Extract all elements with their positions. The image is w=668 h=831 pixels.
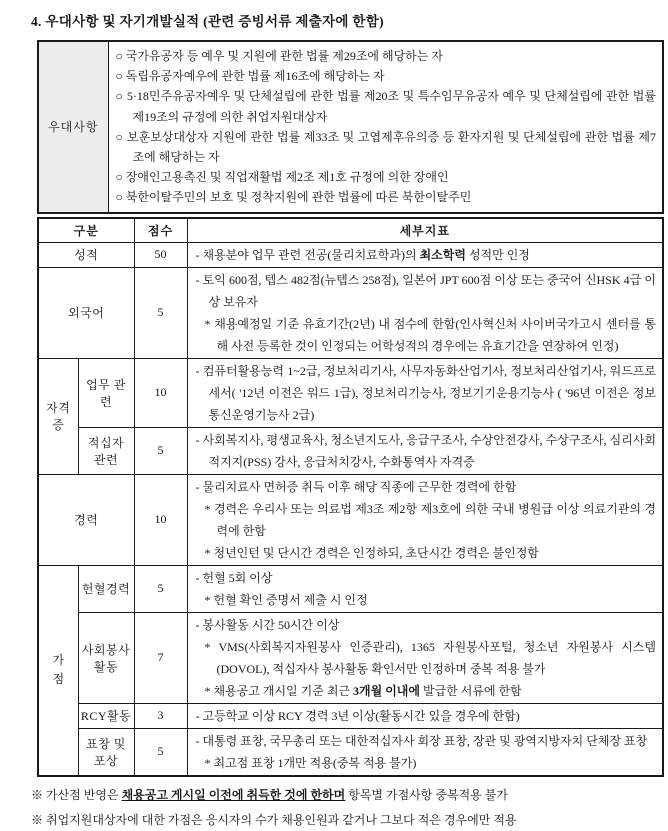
row-award-score: 5 [134, 728, 187, 776]
row-career-label: 경력 [38, 474, 134, 565]
row-grade [38, 242, 663, 267]
col-header-category: 구분 [38, 218, 134, 243]
row-language-label: 외국어 [38, 267, 134, 358]
row-grade-score: 50 [134, 242, 187, 267]
row-cert-work [38, 358, 663, 427]
detail-text: - 채용분야 업무 관련 전공(물리치료학과)의 [195, 247, 420, 262]
row-rcy-score: 3 [134, 703, 187, 728]
preference-item: ○ 장애인고용촉진 및 직업재활법 제2조 제1호 규정에 의한 장애인 [115, 170, 449, 185]
row-volunteer [38, 612, 663, 703]
group-label-bonus [38, 565, 78, 776]
row-grade-detail [187, 242, 663, 267]
row-rcy [38, 703, 663, 728]
detail-line: - 컴퓨터활용능력 1~2급, 정보처리기사, 사무자동화산업기사, 정보처리산업기사, 워드프로세서( '12년 이전은 워드 1급), 정보처리기능사, 정보기기운용기능사 ( '96년 이전은 정보통신운영기능사 2급) [195, 363, 656, 422]
row-cert-redcross-label: 적십자 관련 [78, 427, 134, 474]
preference-item: ○ 북한이탈주민의 보호 및 정착지원에 관한 법률에 따른 북한이탈주민 [115, 190, 472, 205]
row-career-score: 10 [134, 474, 187, 565]
preference-row-label: 우대사항 [38, 41, 108, 213]
group-label-certificates: 자격증 [38, 358, 78, 474]
row-blood-detail [187, 565, 663, 612]
footer-note-1 [31, 785, 664, 806]
row-language-detail [187, 267, 663, 358]
row-award-label: 표창 및 포상 [78, 728, 134, 776]
detail-text: 성적만 인정 [465, 247, 530, 262]
group-label-bonus-text: 가점 [52, 653, 65, 687]
footer-notes [31, 785, 664, 831]
preference-items-cell [108, 41, 663, 213]
row-blood-label: 헌혈경력 [78, 565, 134, 612]
criteria-table [37, 217, 664, 777]
col-header-detail: 세부지표 [187, 218, 663, 243]
detail-line: * 경력은 우리사 또는 의료법 제3조 제2항 제3호에 의한 국내 병원급 이상 의료기관의 경력에 한함 [204, 501, 656, 538]
row-language [38, 267, 663, 358]
row-cert-redcross-detail [187, 427, 663, 474]
detail-text-bold: 최소학력 [419, 247, 466, 262]
row-career [38, 474, 663, 565]
row-grade-label: 성적 [38, 242, 134, 267]
detail-line: - 토익 600점, 텝스 482점(뉴텝스 258점), 일본어 JPT 600점 이상 또는 중국어 신HSK 4급 이상 보유자 [195, 272, 656, 309]
detail-line: * VMS(사회복지자원봉사 인증관리), 1365 자원봉사포털, 청소년 자원봉사 시스템(DOVOL), 적십자사 봉사활동 확인서만 인정하며 중복 적용 불가 [204, 639, 656, 676]
row-volunteer-score: 7 [134, 612, 187, 703]
detail-line: * 헌혈 확인 증명서 제출 시 인정 [204, 592, 368, 607]
col-header-score: 점수 [134, 218, 187, 243]
row-cert-work-label: 업무 관련 [78, 358, 134, 427]
row-language-score: 5 [134, 267, 187, 358]
row-volunteer-detail [187, 612, 663, 703]
preference-item: ○ 국가유공자 등 예우 및 지원에 관한 법률 제29조에 해당하는 자 [115, 49, 443, 63]
detail-line: - 고등학교 이상 RCY 경력 3년 이상(활동시간 있을 경우에 한함) [195, 708, 520, 723]
detail-text-bold: 3개월 이내에 [353, 683, 420, 698]
row-rcy-label: RCY활동 [78, 703, 134, 728]
row-volunteer-label: 사회봉사 활동 [78, 612, 134, 703]
preference-item: ○ 보훈보상대상자 지원에 관한 법률 제33조 및 고엽제후유의증 등 환자지원 및 단체설립에 관한 법률 제7조에 해당하는 자 [115, 129, 656, 165]
page-title: 4. 우대사항 및 자기개발실적 (관련 증빙서류 제출자에 한함) [31, 14, 384, 29]
row-cert-work-score: 10 [134, 358, 187, 427]
detail-line [196, 244, 657, 266]
detail-line: - 헌혈 5회 이상 [195, 570, 273, 585]
note-text-emphasis: 채용공고 게시일 이전에 취득한 것에 한하며 [121, 787, 346, 802]
detail-line: * 청년인턴 및 단시간 경력은 인정하되, 초단시간 경력은 불인정함 [204, 545, 539, 560]
detail-text: 발급한 서류에 한함 [419, 683, 522, 698]
detail-line: * 채용예정일 기준 유효기간(2년) 내 점수에 한함(인사혁신처 사이버국가고시 센터를 통해 사전 등록한 것이 인정되는 어학성적의 경우에는 유효기간을 연장하여 인정) [204, 316, 656, 353]
detail-line: * 최고점 표창 1개만 적용(중복 적용 불가) [204, 755, 417, 770]
detail-line [205, 680, 657, 702]
criteria-header-row [38, 218, 663, 243]
detail-text: * 채용공고 개시일 기준 최근 [204, 683, 354, 698]
row-blood-donation [38, 565, 663, 612]
row-career-detail [187, 474, 663, 565]
row-blood-score: 5 [134, 565, 187, 612]
footer-note-2: ※ 취업지원대상자에 대한 가점은 응시자의 수가 채용인원과 같거나 그보다 적은 경우에만 적용 [31, 812, 517, 827]
row-cert-redcross-score: 5 [134, 427, 187, 474]
row-rcy-detail [187, 703, 663, 728]
note-text: 항목별 가점사항 중복적용 불가 [345, 787, 508, 802]
row-cert-redcross [38, 427, 663, 474]
preference-item: ○ 5·18민주유공자예우 및 단체설립에 관한 법률 제20조 및 특수임무유공자 예우 및 단체설립에 관한 법률 제19조의 규정에 의한 취업지원대상자 [115, 89, 656, 124]
detail-line: - 봉사활동 시간 50시간 이상 [195, 617, 340, 632]
preference-item: ○ 독립유공자예우에 관한 법률 제16조에 해당하는 자 [115, 69, 385, 84]
row-award-detail [187, 728, 663, 776]
note-text: ※ 가산점 반영은 [31, 787, 122, 802]
detail-line: - 물리치료사 면허증 취득 이후 해당 직종에 근무한 경력에 한함 [195, 479, 517, 494]
row-cert-work-detail [187, 358, 663, 427]
preference-row [38, 41, 663, 213]
detail-line: - 사회복지사, 평생교육사, 청소년지도사, 응급구조사, 수상안전강사, 수상구조사, 심리사회적지지(PSS) 강사, 응급처치강사, 수화통역사 자격증 [195, 432, 656, 469]
detail-line: - 대통령 표창, 국무총리 또는 대한적십자사 회장 표창, 장관 및 광역지방자치 단체장 표창 [195, 733, 648, 748]
preference-table [37, 40, 664, 214]
row-award [38, 728, 663, 776]
